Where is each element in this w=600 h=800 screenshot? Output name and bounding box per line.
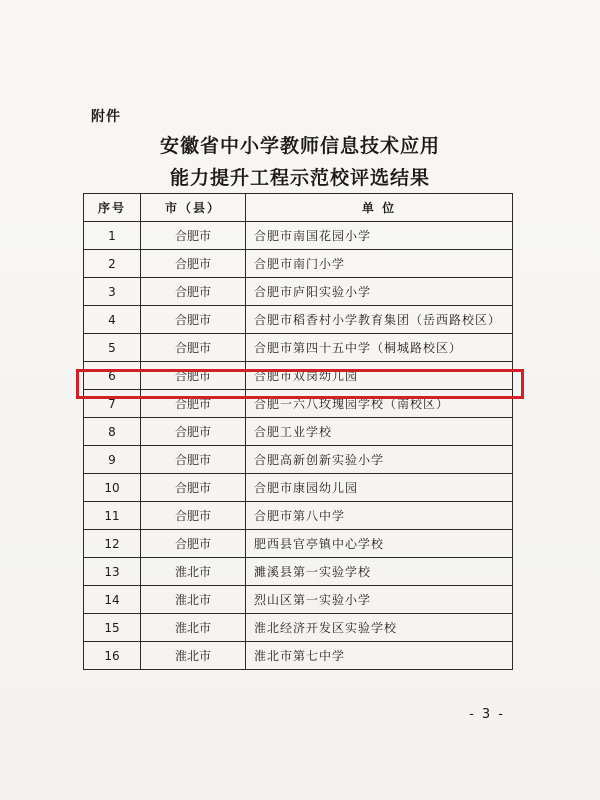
cell-city: 合肥市	[141, 446, 246, 474]
cell-unit: 烈山区第一实验小学	[246, 586, 513, 614]
cell-unit: 合肥市稻香村小学教育集团（岳西路校区）	[246, 306, 513, 334]
cell-city: 合肥市	[141, 222, 246, 250]
cell-serial-number: 15	[84, 614, 141, 642]
cell-unit: 合肥高新创新实验小学	[246, 446, 513, 474]
cell-city: 淮北市	[141, 642, 246, 670]
cell-serial-number: 3	[84, 278, 141, 306]
cell-city: 合肥市	[141, 278, 246, 306]
table-row	[84, 474, 513, 502]
cell-serial-number: 16	[84, 642, 141, 670]
cell-city: 合肥市	[141, 306, 246, 334]
cell-unit: 合肥市庐阳实验小学	[246, 278, 513, 306]
table-row	[84, 586, 513, 614]
table-row	[84, 418, 513, 446]
cell-unit: 合肥工业学校	[246, 418, 513, 446]
table-row	[84, 558, 513, 586]
table-row	[84, 530, 513, 558]
header-city: 市（县）	[141, 194, 246, 222]
table-row	[84, 446, 513, 474]
cell-serial-number: 1	[84, 222, 141, 250]
cell-serial-number: 6	[84, 362, 141, 390]
cell-city: 淮北市	[141, 586, 246, 614]
cell-unit: 合肥市康园幼儿园	[246, 474, 513, 502]
cell-city: 合肥市	[141, 418, 246, 446]
cell-unit: 合肥市双岗幼儿园	[246, 362, 513, 390]
cell-city: 淮北市	[141, 558, 246, 586]
cell-city: 合肥市	[141, 502, 246, 530]
cell-city: 合肥市	[141, 250, 246, 278]
header-serial-number: 序号	[84, 194, 141, 222]
table-row	[84, 306, 513, 334]
cell-unit: 肥西县官亭镇中心学校	[246, 530, 513, 558]
cell-city: 合肥市	[141, 474, 246, 502]
cell-unit: 合肥市第四十五中学（桐城路校区）	[246, 334, 513, 362]
cell-unit: 淮北经济开发区实验学校	[246, 614, 513, 642]
document-title-line1: 安徽省中小学教师信息技术应用	[159, 135, 440, 157]
table-row	[84, 642, 513, 670]
cell-serial-number: 8	[84, 418, 141, 446]
cell-serial-number: 14	[84, 586, 141, 614]
table-row	[84, 502, 513, 530]
cell-serial-number: 9	[84, 446, 141, 474]
cell-unit: 淮北市第七中学	[246, 642, 513, 670]
cell-unit: 合肥市南门小学	[246, 250, 513, 278]
cell-serial-number: 4	[84, 306, 141, 334]
table-row	[84, 614, 513, 642]
results-table	[83, 193, 513, 670]
table-row	[84, 222, 513, 250]
cell-city: 合肥市	[141, 362, 246, 390]
cell-unit: 合肥一六八玫瑰园学校（南校区）	[246, 390, 513, 418]
cell-serial-number: 7	[84, 390, 141, 418]
highlight-box	[76, 369, 524, 399]
header-unit: 单 位	[246, 194, 513, 222]
cell-unit: 合肥市第八中学	[246, 502, 513, 530]
cell-city: 合肥市	[141, 334, 246, 362]
cell-serial-number: 10	[84, 474, 141, 502]
table-row	[84, 250, 513, 278]
cell-serial-number: 11	[84, 502, 141, 530]
cell-serial-number: 2	[84, 250, 141, 278]
table-body	[84, 222, 513, 670]
cell-city: 合肥市	[141, 530, 246, 558]
table-header-row	[84, 194, 513, 222]
cell-city: 淮北市	[141, 614, 246, 642]
cell-serial-number: 13	[84, 558, 141, 586]
cell-serial-number: 5	[84, 334, 141, 362]
cell-city: 合肥市	[141, 390, 246, 418]
cell-serial-number: 12	[84, 530, 141, 558]
page-number: - 3 -	[469, 707, 505, 722]
cell-unit: 合肥市南国花园小学	[246, 222, 513, 250]
table-row	[84, 278, 513, 306]
cell-unit: 濉溪县第一实验学校	[246, 558, 513, 586]
attachment-label: 附件	[91, 109, 121, 125]
document-title-line2: 能力提升工程示范校评选结果	[169, 167, 430, 189]
table-row	[84, 334, 513, 362]
